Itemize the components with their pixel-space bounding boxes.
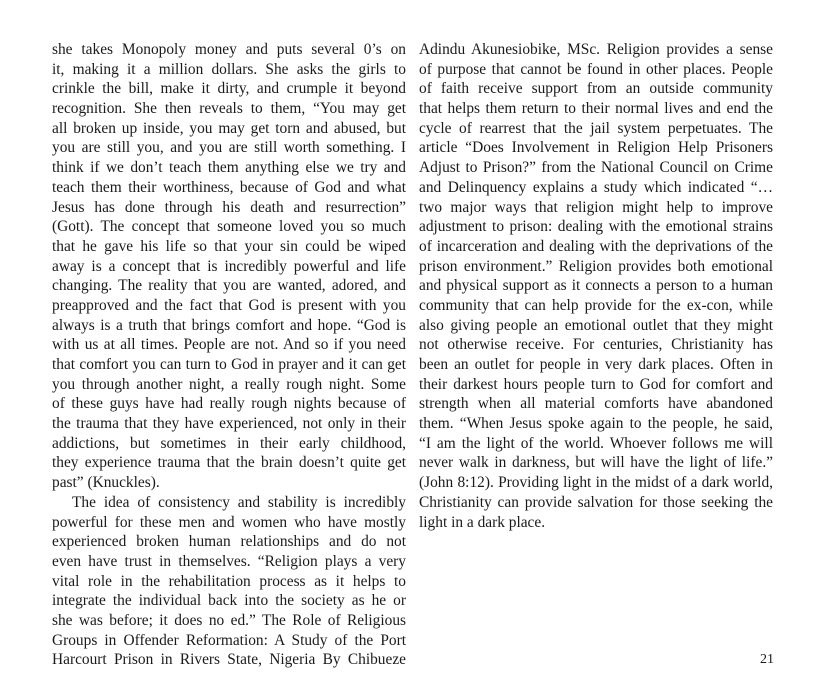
text-line: their darkest hours people turn to God for comfort and	[419, 375, 773, 393]
text-line: (Gott). The concept that someone loved you so much	[52, 218, 406, 236]
text-line: also giving people an emotional outlet that they might	[419, 316, 773, 334]
right-text-column	[419, 40, 773, 532]
text-line: not otherwise receive. For centuries, Christianity has	[419, 336, 773, 354]
text-line: been an outlet for people in very dark places. Often in	[419, 356, 773, 373]
text-line: Harcourt Prison in Rivers State, Nigeria By Chibueze	[52, 651, 406, 669]
text-line: past” (Knuckles).	[52, 474, 160, 492]
text-line: powerful for these men and women who have mostly	[52, 513, 406, 531]
text-line: that he gave his life so that your sin could be wiped	[52, 237, 406, 255]
text-line: light in a dark place.	[419, 513, 546, 531]
text-line: Adindu Akunesiobike, MSc. Religion provides a sense	[419, 41, 773, 58]
text-line: Groups in Offender Reformation: A Study of the Port	[52, 631, 406, 649]
text-line: all broken up inside, you may get torn and abused, but	[52, 119, 406, 137]
text-line: Christianity can provide salvation for those seeking the	[419, 493, 773, 511]
left-text-column	[52, 40, 406, 670]
text-line: it, making it a million dollars. She asks the girls to	[52, 60, 406, 78]
text-line: and physical support as it connects a person to a human	[419, 277, 773, 295]
text-line: she takes Monopoly money and puts several 0’s on	[52, 41, 406, 58]
text-line: she was before; it does no ed.” The Role of Religious	[52, 611, 406, 629]
text-line: “I am the light of the world. Whoever follows me will	[419, 434, 773, 452]
text-line: you are still you, and you are still worth something. I	[52, 139, 406, 157]
text-line: experienced broken human relationships and do not	[52, 533, 406, 551]
text-line: (John 8:12). Providing light in the midst of a dark world,	[419, 474, 773, 492]
text-line: of incarceration and dealing with the deprivations of the	[419, 237, 773, 255]
text-line: crinkle the bill, make it dirty, and crumple it beyond	[52, 80, 406, 98]
text-line: they experience trauma that the brain doesn’t quite get	[52, 454, 406, 472]
text-line: of purpose that cannot be found in other places. People	[419, 60, 773, 78]
text-line: the trauma that they have experienced, not only in their	[52, 415, 406, 433]
text-line: cycle of rearrest that the jail system perpetuates. The	[419, 119, 773, 137]
text-line: think if we don’t teach them anything else we try and	[52, 159, 406, 177]
text-line: adjustment to prison: dealing with the emotional strains	[419, 218, 773, 236]
text-line: preapproved and the fact that God is present with you	[52, 296, 406, 314]
text-line: Adjust to Prison?” from the National Council on Crime	[419, 159, 773, 177]
page-number: 21	[760, 652, 774, 667]
text-line: teach them their worthiness, because of God and what	[52, 178, 406, 196]
text-line: away is a concept that is incredibly powerful and life	[52, 257, 406, 275]
text-line: article “Does Involvement in Religion Help Prisoners	[419, 139, 773, 157]
text-line: recognition. She then reveals to them, “You may get	[52, 100, 406, 118]
text-line: Jesus has done through his death and resurrection”	[52, 198, 406, 216]
paragraph-first-line: The idea of consistency and stability is incredibly	[72, 493, 406, 511]
text-line: even have trust in themselves. “Religion plays a very	[52, 552, 406, 570]
text-line: strength when all material comforts have abandoned	[419, 395, 773, 413]
text-line: community that can help provide for the ex-con, while	[419, 296, 773, 314]
text-line: two major ways that religion might help to improve	[419, 198, 773, 216]
text-line: them. “When Jesus spoke again to the people, he said,	[419, 415, 773, 433]
text-line: prison environment.” Religion provides both emotional	[419, 257, 773, 275]
text-line: never walk in darkness, but will have the light of life.”	[419, 454, 773, 472]
text-line: vital role in the rehabilitation process as it helps to	[52, 572, 406, 590]
text-line: integrate the individual back into the society as he or	[52, 592, 406, 610]
text-line: changing. The reality that you are wanted, adored, and	[52, 277, 406, 295]
text-line: of these guys have had really rough nights because of	[52, 395, 406, 413]
text-line: with us at all times. People are not. And so if you need	[52, 336, 406, 354]
text-line: you through another night, a really rough night. Some	[52, 375, 406, 393]
text-line: always is a truth that brings comfort and hope. “God is	[52, 316, 406, 334]
text-line: that helps them return to their normal lives and end the	[419, 100, 773, 118]
text-line: that comfort you can turn to God in prayer and it can get	[52, 356, 406, 373]
text-line: addictions, but sometimes in their early childhood,	[52, 434, 406, 452]
text-line: of faith receive support from an outside community	[419, 80, 773, 98]
text-line: and Delinquency explains a study which indicated “…	[419, 178, 773, 196]
